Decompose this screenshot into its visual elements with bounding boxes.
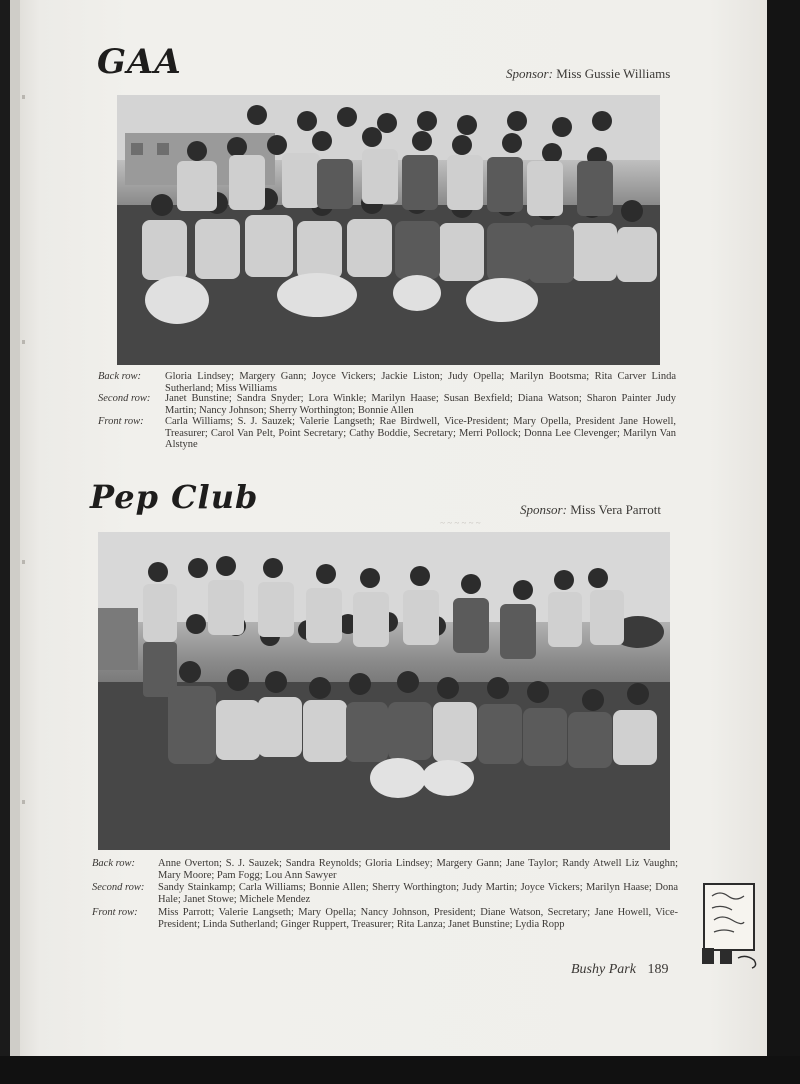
pep-club-group-photo [98,532,670,850]
footer-school: Bushy Park [571,962,636,977]
gaa-back-row-names: Gloria Lindsey; Margery Gann; Joyce Vickers; Jackie Liston; Judy Opella; Marilyn Bootsma; Rita Carver Linda Sutherland; Miss Williams [165,371,676,394]
page-number: 189 [647,962,669,977]
scan-edge-right [767,0,800,1084]
gaa-back-row-label: Back row: [98,371,142,382]
gaa-captions [98,371,678,457]
pep-club-captions [92,858,682,938]
gaa-photo-figures [117,95,660,365]
gaa-second-row-names: Janet Bunstine; Sandra Snyder; Lora Winkle; Marilyn Haase; Susan Bexfield; Diana Watson; Sharon Painter Judy Martin; Nancy Johnson; Sherry Worthington; Bonnie Allen [165,393,676,416]
page-footer [571,962,668,978]
gaa-sponsor-name: Miss Gussie Williams [556,66,671,81]
binding-mark [22,800,25,804]
binding-mark [22,340,25,344]
pep-club-title: Pep Club [90,478,259,516]
faint-pencil-mark: ~ ~ ~ ~ ~ ~ [440,518,481,528]
page-binding [10,0,20,1056]
gaa-group-photo [117,95,660,365]
gaa-title: GAA [97,42,182,82]
scan-edge-bottom [0,1056,800,1084]
pep-club-sponsor-label: Sponsor: [520,502,567,517]
pep-second-row-names: Sandy Stainkamp; Carla Williams; Bonnie Allen; Sherry Worthington; Judy Martin; Joyce Vickers; Marilyn Haase; Dona Hale; Janet Stowe; Michele Mendez [158,882,678,905]
gaa-sponsor [506,66,670,82]
pep-club-photo-figures [98,532,670,850]
gaa-front-row-label: Front row: [98,416,144,427]
gaa-sponsor-label: Sponsor: [506,66,553,81]
pep-front-row-names: Miss Parrott; Valerie Langseth; Mary Opella; Nancy Johnson, President; Diane Watson, Secretary; Jane Howell, Vice-President; Linda Sutherland; Ginger Ruppert, Treasurer; Rita Lanza; Janet Bunstine; Lydia Ropp [158,907,678,930]
gaa-second-row-label: Second row: [98,393,151,404]
pep-club-sponsor-name: Miss Vera Parrott [570,502,661,517]
pep-front-row-label: Front row: [92,907,138,918]
pep-second-row-label: Second row: [92,882,145,893]
pep-club-sponsor [520,502,661,518]
pep-back-row-names: Anne Overton; S. J. Sauzek; Sandra Reynolds; Gloria Lindsey; Margery Gann; Jane Taylor; Randy Atwell Liz Vaughn; Mary Moore; Pam Fogg; Lou Ann Sawyer [158,858,678,881]
binding-mark [22,560,25,564]
yearbook-page [10,0,767,1056]
gaa-front-row-names: Carla Williams; S. J. Sauzek; Valerie Langseth; Rae Birdwell, Vice-President; Mary Opella, President Jane Howell, Treasurer; Carol Van Pelt, Point Secretary; Cathy Boddie, Secretary; Merri Pollock; Donna Lee Clevenger; Marilyn Van Alstyne [165,416,676,450]
binding-mark [22,95,25,99]
pep-back-row-label: Back row: [92,858,136,869]
sketch-sticker-icon [698,880,762,972]
